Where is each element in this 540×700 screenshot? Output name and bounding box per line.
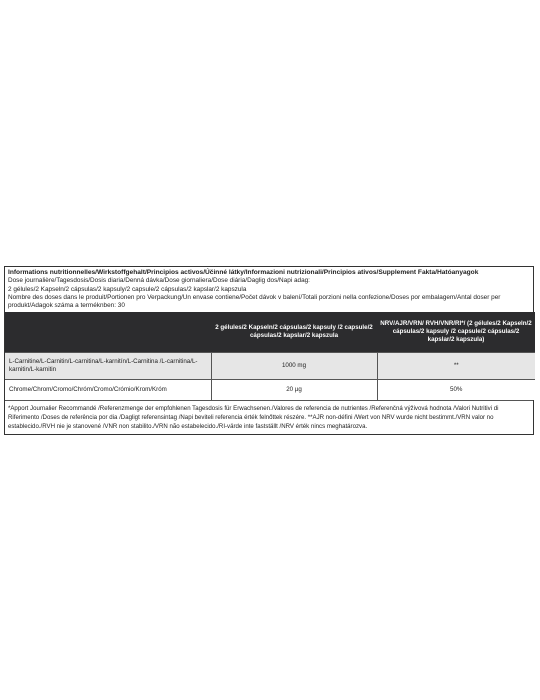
ingredient-amount: 1000 mg [211, 352, 377, 379]
ingredient-name: Chrome/Chrom/Cromo/Chróm/Cromo/Crómio/Krom/Króm [5, 379, 211, 400]
daily-dose-label: Dose journalière/Tagesdosis/Dosis diaria/Denná dávka/Dose giornaliera/Dose diária/Daglig dos/Napi adag: [8, 277, 310, 285]
table-header-row [5, 312, 535, 352]
ingredient-nrv: 50% [377, 379, 535, 400]
column-header-nrv: NRV/AJR/VRN/ RVH/VNR/RI*/ (2 gélules/2 Kapseln/2 cápsulas/2 kapsuly /2 capsule/2 cápsulas/2 kapslar/2 kapszula) [377, 312, 535, 352]
daily-dose-value: 2 gélules/2 Kapseln/2 cápsulas/2 kapsuly/2 capsule/2 cápsulas/2 kapslar/2 kapszula [8, 285, 247, 293]
ingredient-amount: 20 µg [211, 379, 377, 400]
column-header-amount: 2 gélules/2 Kapseln/2 cápsulas/2 kapsuly /2 capsule/2 cápsulas/2 kapslar/2 kapszula [211, 312, 377, 352]
nutrition-table [5, 312, 535, 400]
table-row [5, 352, 535, 379]
column-header-ingredient [5, 312, 211, 352]
footnote: *Apport Journalier Recommandé /Referenzmenge der empfohlenen Tagesdosis für Erwachsenen./Valores de referencia de nutrientes /Referenčná výživová hodnota /Valori Nutritivi di Riferimento /Doses de referência por dia /Dagligt referensintag /Napi beviteli referencia érték felnőttek részére. **AJR non-défini /Wert von NRV wurde nicht bestimmt./VRN valor no establecido./RVH nie je stanovené /VNR non stabilito./VRN não estabelecido./RI-värde inte fastställt /NRV érték nincs meghatározva. [5, 400, 533, 434]
servings-per-container: Nombre des doses dans le produit/Portionen pro Verpackung/Un envase contiene/Počet dávok v balení/Totali porzioni nella confezione/Doses por embalagem/Antal doser per produkt/Adagok száma a terméknben: 30 [8, 293, 501, 310]
ingredient-nrv: ** [377, 352, 535, 379]
ingredient-name: L-Carnitine/L-Carnitin/L-carnitina/L-karnitín/L-Carnitina /L-carnitina/L-karnitin/L-karnitin [5, 352, 211, 379]
panel-title: Informations nutritionnelles/Wirkstoffgehalt/Principios activos/Účinné látky/Informazioni nutrizionali/Principios ativos/Supplement Fakta/Hatóanyagok [8, 269, 479, 276]
table-row [5, 379, 535, 400]
nutrition-facts-panel [4, 266, 534, 435]
panel-header [5, 267, 533, 312]
